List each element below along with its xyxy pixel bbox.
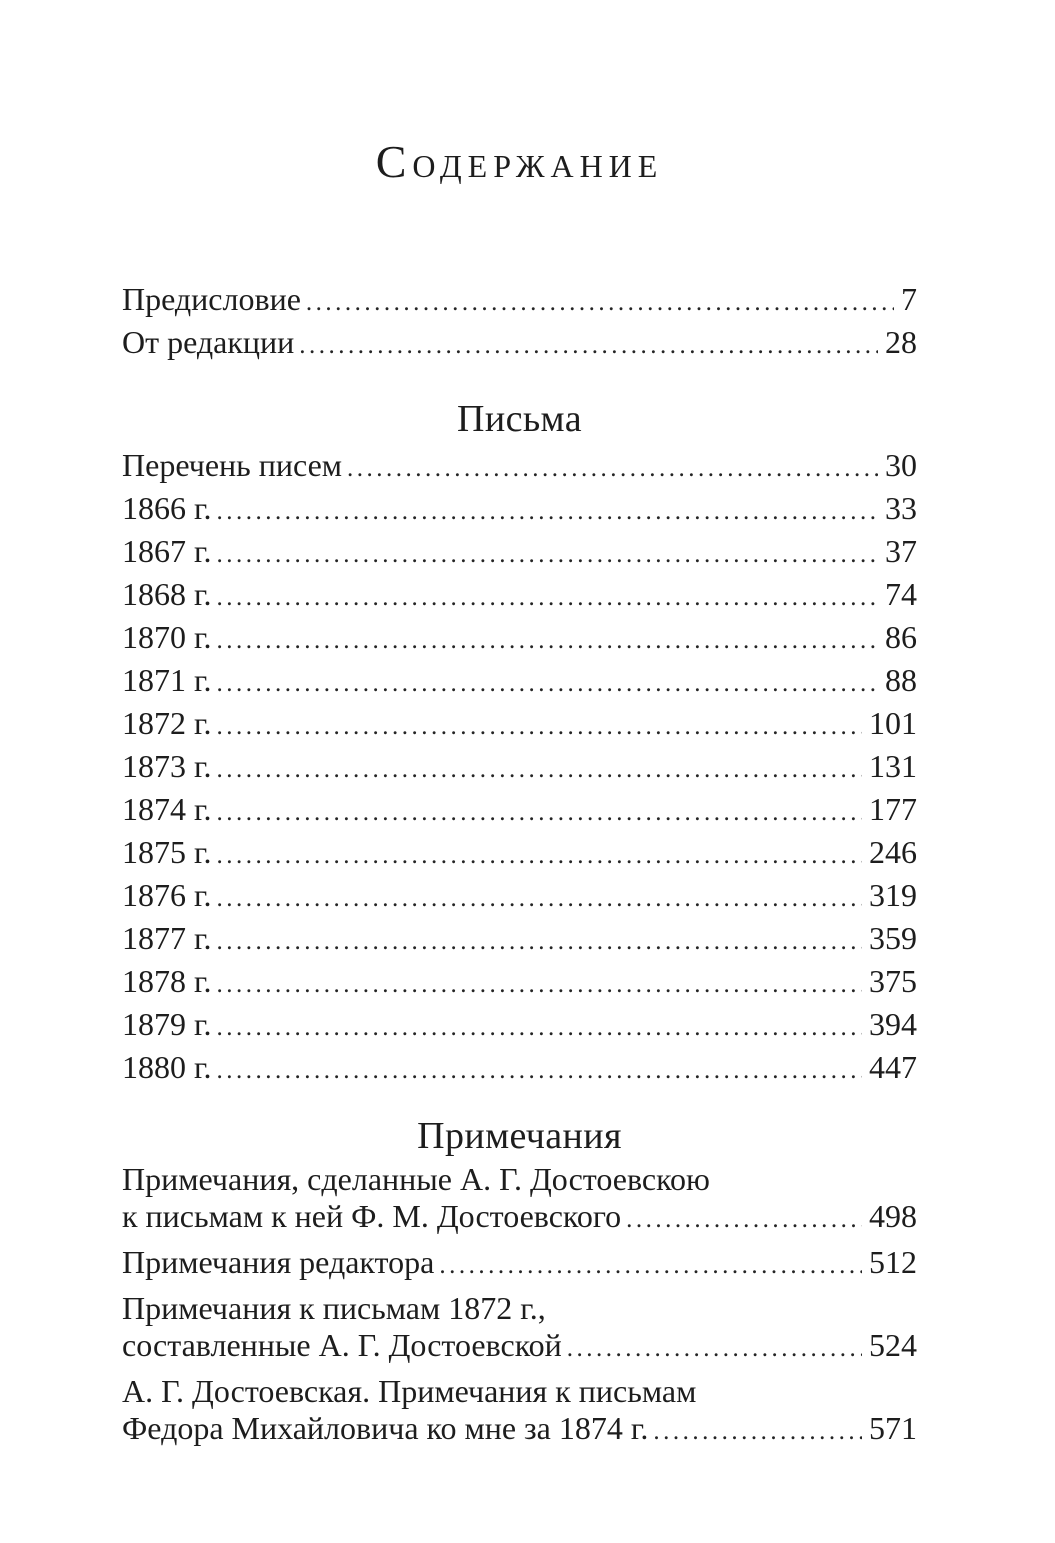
page-title: Содержание xyxy=(375,136,664,187)
page-number: 101 xyxy=(869,705,917,741)
toc-item xyxy=(122,1290,917,1364)
toc-row xyxy=(122,1161,917,1198)
page-number: 7 xyxy=(901,281,917,317)
toc-entry-label: Предисловие xyxy=(122,281,301,317)
toc-row xyxy=(122,1198,917,1235)
dot-leader xyxy=(626,1201,862,1241)
toc-entry-label: Примечания, сделанные А. Г. Достоевскою xyxy=(122,1161,710,1197)
dot-leader xyxy=(653,1413,862,1453)
toc-item xyxy=(122,831,917,874)
page-number: 74 xyxy=(885,576,917,612)
dot-leader xyxy=(299,324,878,370)
toc-row xyxy=(122,917,917,960)
dot-leader xyxy=(217,920,862,966)
dot-leader xyxy=(217,963,862,1009)
page-number: 28 xyxy=(885,324,917,360)
toc-row xyxy=(122,659,917,702)
toc-row xyxy=(122,1373,917,1410)
toc-row xyxy=(122,1046,917,1089)
toc-row xyxy=(122,444,917,487)
page-number: 447 xyxy=(869,1049,917,1085)
section-heading: Письма xyxy=(457,398,582,440)
toc-row xyxy=(122,788,917,831)
section-notes xyxy=(122,1117,917,1447)
toc-entry-label: 1877 г. xyxy=(122,920,212,956)
toc-item xyxy=(122,788,917,831)
toc-row xyxy=(122,487,917,530)
toc-entry-label: 1871 г. xyxy=(122,662,212,698)
toc-sections xyxy=(122,278,917,1447)
page-number: 88 xyxy=(885,662,917,698)
toc-entry-label: 1875 г. xyxy=(122,834,212,870)
toc-row xyxy=(122,321,917,364)
page-number: 571 xyxy=(869,1410,917,1446)
toc-item xyxy=(122,487,917,530)
section-front xyxy=(122,278,917,364)
toc-item xyxy=(122,444,917,487)
dot-leader xyxy=(439,1247,862,1287)
toc-entry-label: Примечания к письмам 1872 г., xyxy=(122,1290,546,1326)
dot-leader xyxy=(217,748,862,794)
toc-entry-label: 1868 г. xyxy=(122,576,212,612)
toc-item xyxy=(122,1003,917,1046)
toc-entry-label: 1874 г. xyxy=(122,791,212,827)
section-letters xyxy=(122,400,917,1089)
toc-item xyxy=(122,278,917,321)
toc-item xyxy=(122,1244,917,1281)
toc-item xyxy=(122,960,917,1003)
toc-row xyxy=(122,278,917,321)
dot-leader xyxy=(217,490,878,536)
page-number: 33 xyxy=(885,490,917,526)
toc-item xyxy=(122,745,917,788)
dot-leader xyxy=(217,1049,862,1095)
toc-row xyxy=(122,573,917,616)
toc-row xyxy=(122,960,917,1003)
toc-entry-label: 1870 г. xyxy=(122,619,212,655)
dot-leader xyxy=(567,1330,862,1370)
dot-leader xyxy=(217,533,878,579)
toc-row xyxy=(122,874,917,917)
toc-entry-label-line2: составленные А. Г. Достоевской xyxy=(122,1327,562,1363)
toc-entry-label: А. Г. Достоевская. Примечания к письмам xyxy=(122,1373,697,1409)
dot-leader xyxy=(217,791,862,837)
toc-row xyxy=(122,1410,917,1447)
toc-entry-label: 1876 г. xyxy=(122,877,212,913)
page-number: 498 xyxy=(869,1198,917,1234)
toc-entry-label: 1878 г. xyxy=(122,963,212,999)
page-number: 512 xyxy=(869,1244,917,1280)
toc-item xyxy=(122,616,917,659)
toc-row xyxy=(122,1327,917,1364)
dot-leader xyxy=(217,877,862,923)
toc-row xyxy=(122,1290,917,1327)
toc-entry-label: 1880 г. xyxy=(122,1049,212,1085)
toc-item xyxy=(122,1373,917,1447)
dot-leader xyxy=(217,705,862,751)
page-number: 246 xyxy=(869,834,917,870)
toc-row xyxy=(122,745,917,788)
toc-item xyxy=(122,321,917,364)
toc-row xyxy=(122,616,917,659)
toc-row xyxy=(122,702,917,745)
toc-entry-label: Примечания редактора xyxy=(122,1244,435,1280)
dot-leader xyxy=(217,619,878,665)
toc-item xyxy=(122,573,917,616)
toc-item xyxy=(122,917,917,960)
toc-item xyxy=(122,1161,917,1235)
dot-leader xyxy=(217,576,878,622)
toc-entry-label: Перечень писем xyxy=(122,447,343,483)
page-number: 319 xyxy=(869,877,917,913)
toc-row xyxy=(122,831,917,874)
toc-item xyxy=(122,702,917,745)
toc-entry-label: 1866 г. xyxy=(122,490,212,526)
dot-leader xyxy=(217,662,878,708)
dot-leader xyxy=(306,281,894,327)
toc-item xyxy=(122,659,917,702)
toc-entry-label: От редакции xyxy=(122,324,295,360)
section-heading: Примечания xyxy=(417,1115,622,1157)
page-number: 394 xyxy=(869,1006,917,1042)
toc-item xyxy=(122,530,917,573)
dot-leader xyxy=(217,1006,862,1052)
toc-entry-label-line2: Федора Михайловича ко мне за 1874 г. xyxy=(122,1410,649,1446)
toc-entry-label-line2: к письмам к ней Ф. М. Достоевского xyxy=(122,1198,622,1234)
toc-entry-label: 1867 г. xyxy=(122,533,212,569)
toc-row xyxy=(122,1244,917,1281)
page-number: 30 xyxy=(885,447,917,483)
dot-leader xyxy=(217,834,862,880)
toc-entry-label: 1873 г. xyxy=(122,748,212,784)
toc-entry-label: 1879 г. xyxy=(122,1006,212,1042)
page-number: 131 xyxy=(869,748,917,784)
toc-item xyxy=(122,874,917,917)
dot-leader xyxy=(347,447,878,493)
toc-entry-label: 1872 г. xyxy=(122,705,212,741)
page-number: 524 xyxy=(869,1327,917,1363)
toc-row xyxy=(122,1003,917,1046)
page-number: 37 xyxy=(885,533,917,569)
page-number: 86 xyxy=(885,619,917,655)
toc-item xyxy=(122,1046,917,1089)
page-number: 177 xyxy=(869,791,917,827)
toc-row xyxy=(122,530,917,573)
page-number: 375 xyxy=(869,963,917,999)
page-number: 359 xyxy=(869,920,917,956)
